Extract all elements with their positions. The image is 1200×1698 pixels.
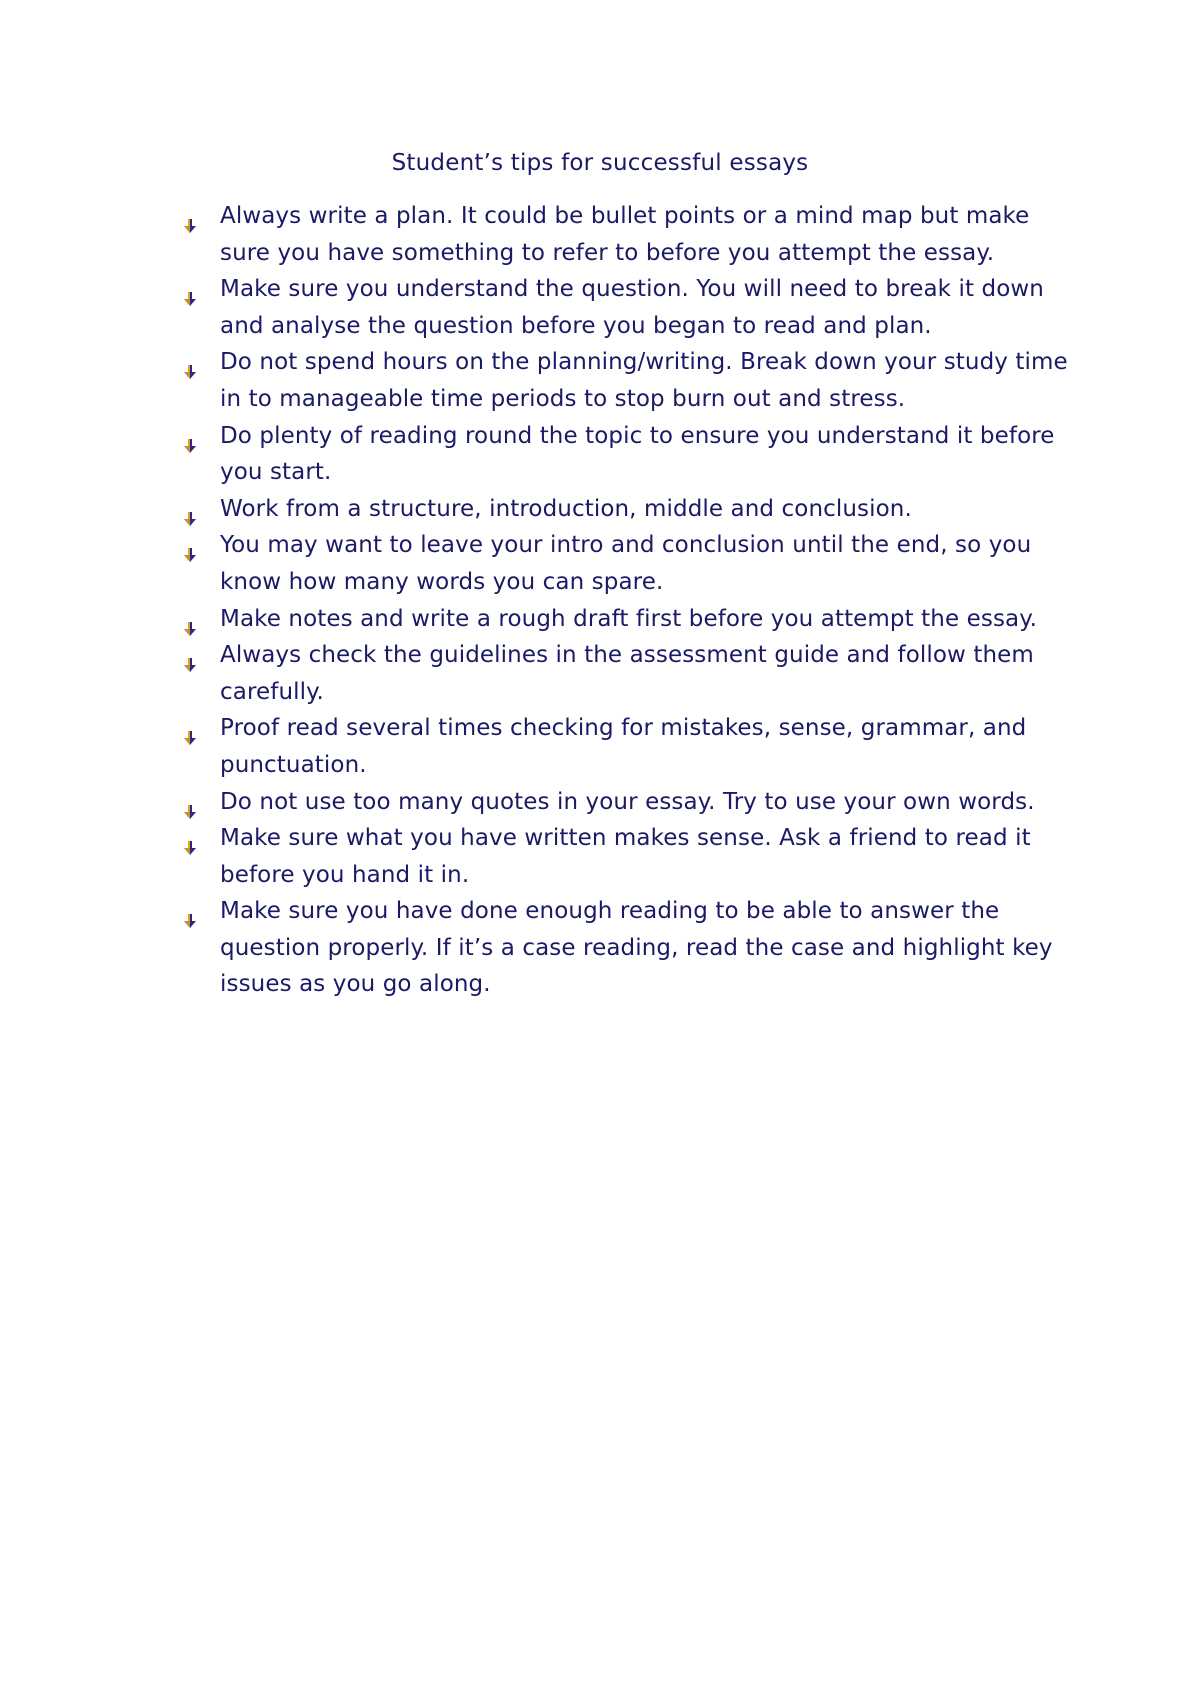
arrow-down-bullet-icon bbox=[182, 429, 198, 445]
list-item bbox=[182, 893, 1082, 1003]
list-item bbox=[182, 784, 1082, 821]
arrow-down-bullet-icon bbox=[182, 904, 198, 920]
tips-list bbox=[182, 198, 1082, 1003]
list-item-text: Always write a plan. It could be bullet points or a mind map but make sure you have something to refer to before you attempt the essay. bbox=[220, 203, 1030, 266]
list-item bbox=[182, 637, 1082, 710]
arrow-down-bullet-icon bbox=[182, 648, 198, 664]
list-item-text: Make sure you understand the question. You will need to break it down and analyse the question before you began to read and plan. bbox=[220, 276, 1044, 339]
arrow-down-bullet-icon bbox=[182, 502, 198, 518]
list-item bbox=[182, 527, 1082, 600]
list-item-text: Do plenty of reading round the topic to ensure you understand it before you start. bbox=[220, 422, 1055, 486]
arrow-down-bullet-icon bbox=[182, 282, 198, 298]
list-item bbox=[182, 198, 1082, 271]
list-item-text: Make notes and write a rough draft first before you attempt the essay. bbox=[220, 605, 1038, 632]
arrow-down-bullet-icon bbox=[182, 209, 198, 225]
document-title: Student’s tips for successful essays bbox=[391, 150, 809, 176]
list-item bbox=[182, 418, 1082, 491]
arrow-down-bullet-icon bbox=[182, 355, 198, 371]
arrow-down-bullet-icon bbox=[182, 538, 198, 554]
list-item-text: Work from a structure, introduction, middle and conclusion. bbox=[220, 495, 912, 522]
list-item-text: Make sure what you have written makes sense. Ask a friend to read it before you hand it in. bbox=[220, 825, 1031, 888]
list-item-text: Make sure you have done enough reading to be able to answer the question properly. If it’s a case reading, read the case and highlight key issues as you go along. bbox=[220, 898, 1053, 998]
list-item-text: Do not use too many quotes in your essay. Try to use your own words. bbox=[220, 788, 1035, 815]
list-item bbox=[182, 820, 1082, 893]
arrow-down-bullet-icon bbox=[182, 831, 198, 847]
arrow-down-bullet-icon bbox=[182, 721, 198, 737]
list-item-text: Always check the guidelines in the assessment guide and follow them carefully. bbox=[220, 642, 1034, 705]
list-item bbox=[182, 601, 1082, 638]
list-item-text: You may want to leave your intro and conclusion until the end, so you know how many words you can spare. bbox=[220, 532, 1032, 595]
list-item bbox=[182, 344, 1082, 417]
list-item-text: Proof read several times checking for mistakes, sense, grammar, and punctuation. bbox=[220, 715, 1027, 778]
list-item bbox=[182, 710, 1082, 783]
list-item-text: Do not spend hours on the planning/writing. Break down your study time in to manageable time periods to stop burn out and stress. bbox=[220, 349, 1068, 412]
list-item bbox=[182, 271, 1082, 344]
arrow-down-bullet-icon bbox=[182, 795, 198, 811]
list-item bbox=[182, 491, 1082, 528]
arrow-down-bullet-icon bbox=[182, 612, 198, 628]
